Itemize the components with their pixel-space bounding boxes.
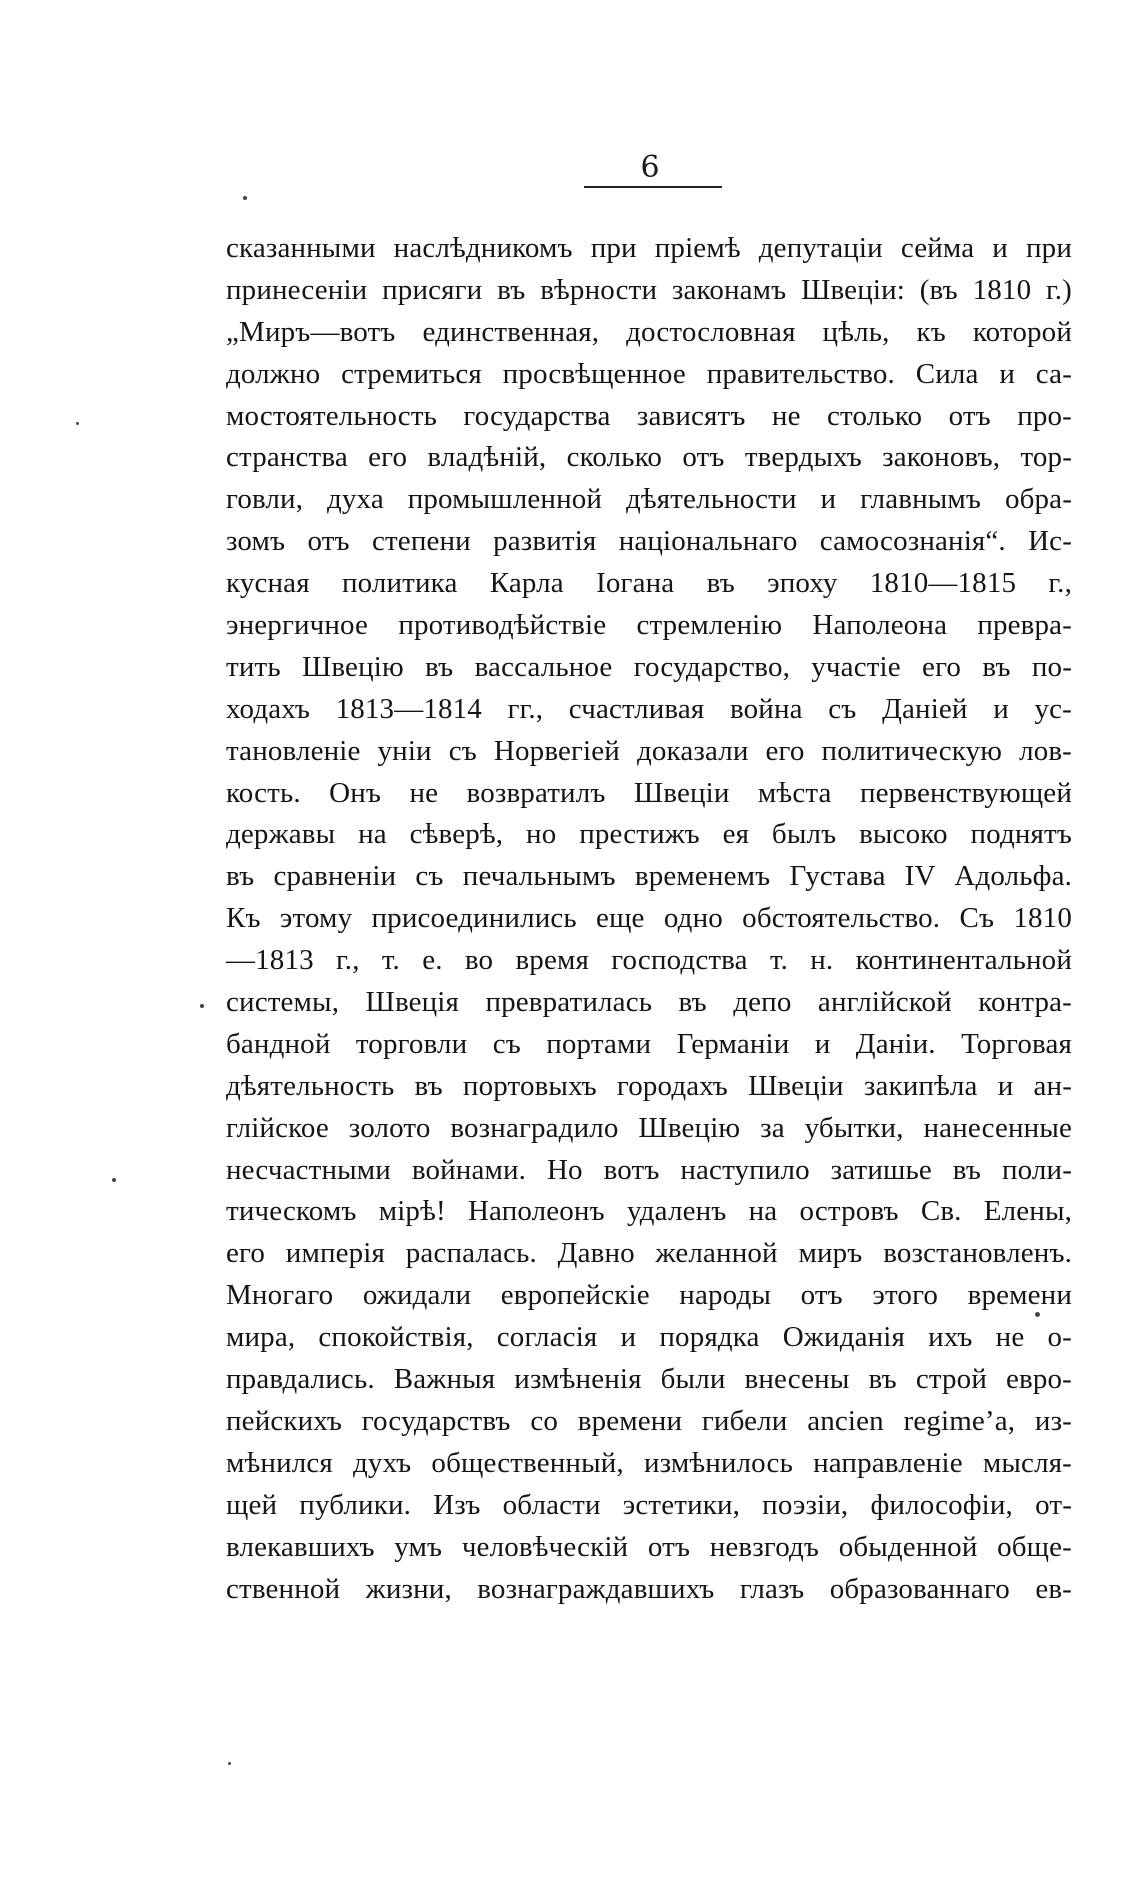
text-line: влекавшихъ умъ человѣческій отъ невзгодъ обыденной обще-	[226, 1530, 1072, 1563]
text-line: кусная политика Карла Іогана въ эпоху 1810—1815 г.,	[226, 567, 1072, 600]
scan-speck	[200, 1004, 204, 1008]
text-line: въ сравненіи съ печальнымъ временемъ Густава IV Адольфа.	[226, 860, 1072, 893]
text-line: бандной торговли съ портами Германіи и Даніи. Торговая	[226, 1027, 1072, 1060]
text-line: тить Швецію въ вассальное государство, участіе его въ по-	[226, 650, 1072, 683]
text-line: мѣнился духъ общественный, измѣнилось направленіе мысля-	[226, 1446, 1072, 1479]
page-number: 6	[640, 150, 660, 185]
text-line: энергичное противодѣйствіе стремленію Наполеона превра-	[226, 609, 1072, 642]
scan-speck	[228, 1762, 231, 1765]
text-line: тическомъ мірѣ! Наполеонъ удаленъ на островъ Св. Елены,	[226, 1195, 1072, 1228]
text-line: державы на сѣверѣ, но престижъ ея былъ высоко поднятъ	[226, 818, 1072, 851]
text-line: пейскихъ государствъ со времени гибели ancien regime’a, из-	[226, 1404, 1072, 1437]
text-line: Къ этому присоединились еще одно обстоятельство. Съ 1810	[226, 902, 1072, 935]
text-line: тановленіе уніи съ Норвегіей доказали его политическую лов-	[226, 734, 1072, 767]
text-line: кость. Онъ не возвратилъ Швеціи мѣста первенствующей	[226, 776, 1072, 809]
text-line: щей публики. Изъ области эстетики, поэзіи, философіи, от-	[226, 1488, 1072, 1521]
scan-speck	[243, 196, 247, 200]
text-line: мостоятельность государства зависятъ не столько отъ про-	[226, 399, 1072, 432]
scan-speck	[1035, 1312, 1040, 1317]
text-line: правдались. Важныя измѣненія были внесены въ строй евро-	[226, 1363, 1072, 1396]
scan-speck	[76, 422, 79, 425]
text-line: глійское золото вознаградило Швецію за убытки, нанесенные	[226, 1111, 1072, 1144]
text-line: принесеніи присяги въ вѣрности законамъ Швеціи: (въ 1810 г.)	[226, 273, 1072, 306]
text-line: ственной жизни, вознаграждавшихъ глазъ образованнаго ев-	[226, 1572, 1072, 1605]
text-line: „Миръ—вотъ единственная, достословная цѣль, къ которой	[226, 315, 1072, 348]
text-line: зомъ отъ степени развитія національнаго самосознанія“. Ис-	[226, 525, 1072, 558]
text-line: должно стремиться просвѣщенное правительство. Сила и са-	[226, 357, 1072, 390]
body-text	[226, 228, 1072, 1610]
text-line: мира, спокойствія, согласія и порядка Ожиданія ихъ не о-	[226, 1321, 1072, 1354]
text-line: говли, духа промышленной дѣятельности и главнымъ обра-	[226, 483, 1072, 516]
scan-speck	[112, 1178, 116, 1182]
text-line: его имперія распалась. Давно желанной миръ возстановленъ.	[226, 1237, 1072, 1270]
text-line: странства его владѣній, сколько отъ твердыхъ законовъ, тор-	[226, 441, 1072, 474]
text-line: ходахъ 1813—1814 гг., счастливая война съ Даніей и ус-	[226, 692, 1072, 725]
text-line: дѣятельность въ портовыхъ городахъ Швеціи закипѣла и ан-	[226, 1069, 1072, 1102]
text-line: Многаго ожидали европейскіе народы отъ этого времени	[226, 1279, 1072, 1312]
page-number-rule	[584, 186, 722, 188]
text-line: —1813 г., т. е. во время господства т. н. континентальной	[226, 944, 1072, 977]
text-line: сказанными наслѣдникомъ при пріемѣ депутаціи сейма и при	[226, 232, 1072, 264]
text-line: системы, Швеція превратилась въ депо англійской контра-	[226, 986, 1072, 1019]
text-line: несчастными войнами. Но вотъ наступило затишье въ поли-	[226, 1153, 1072, 1186]
